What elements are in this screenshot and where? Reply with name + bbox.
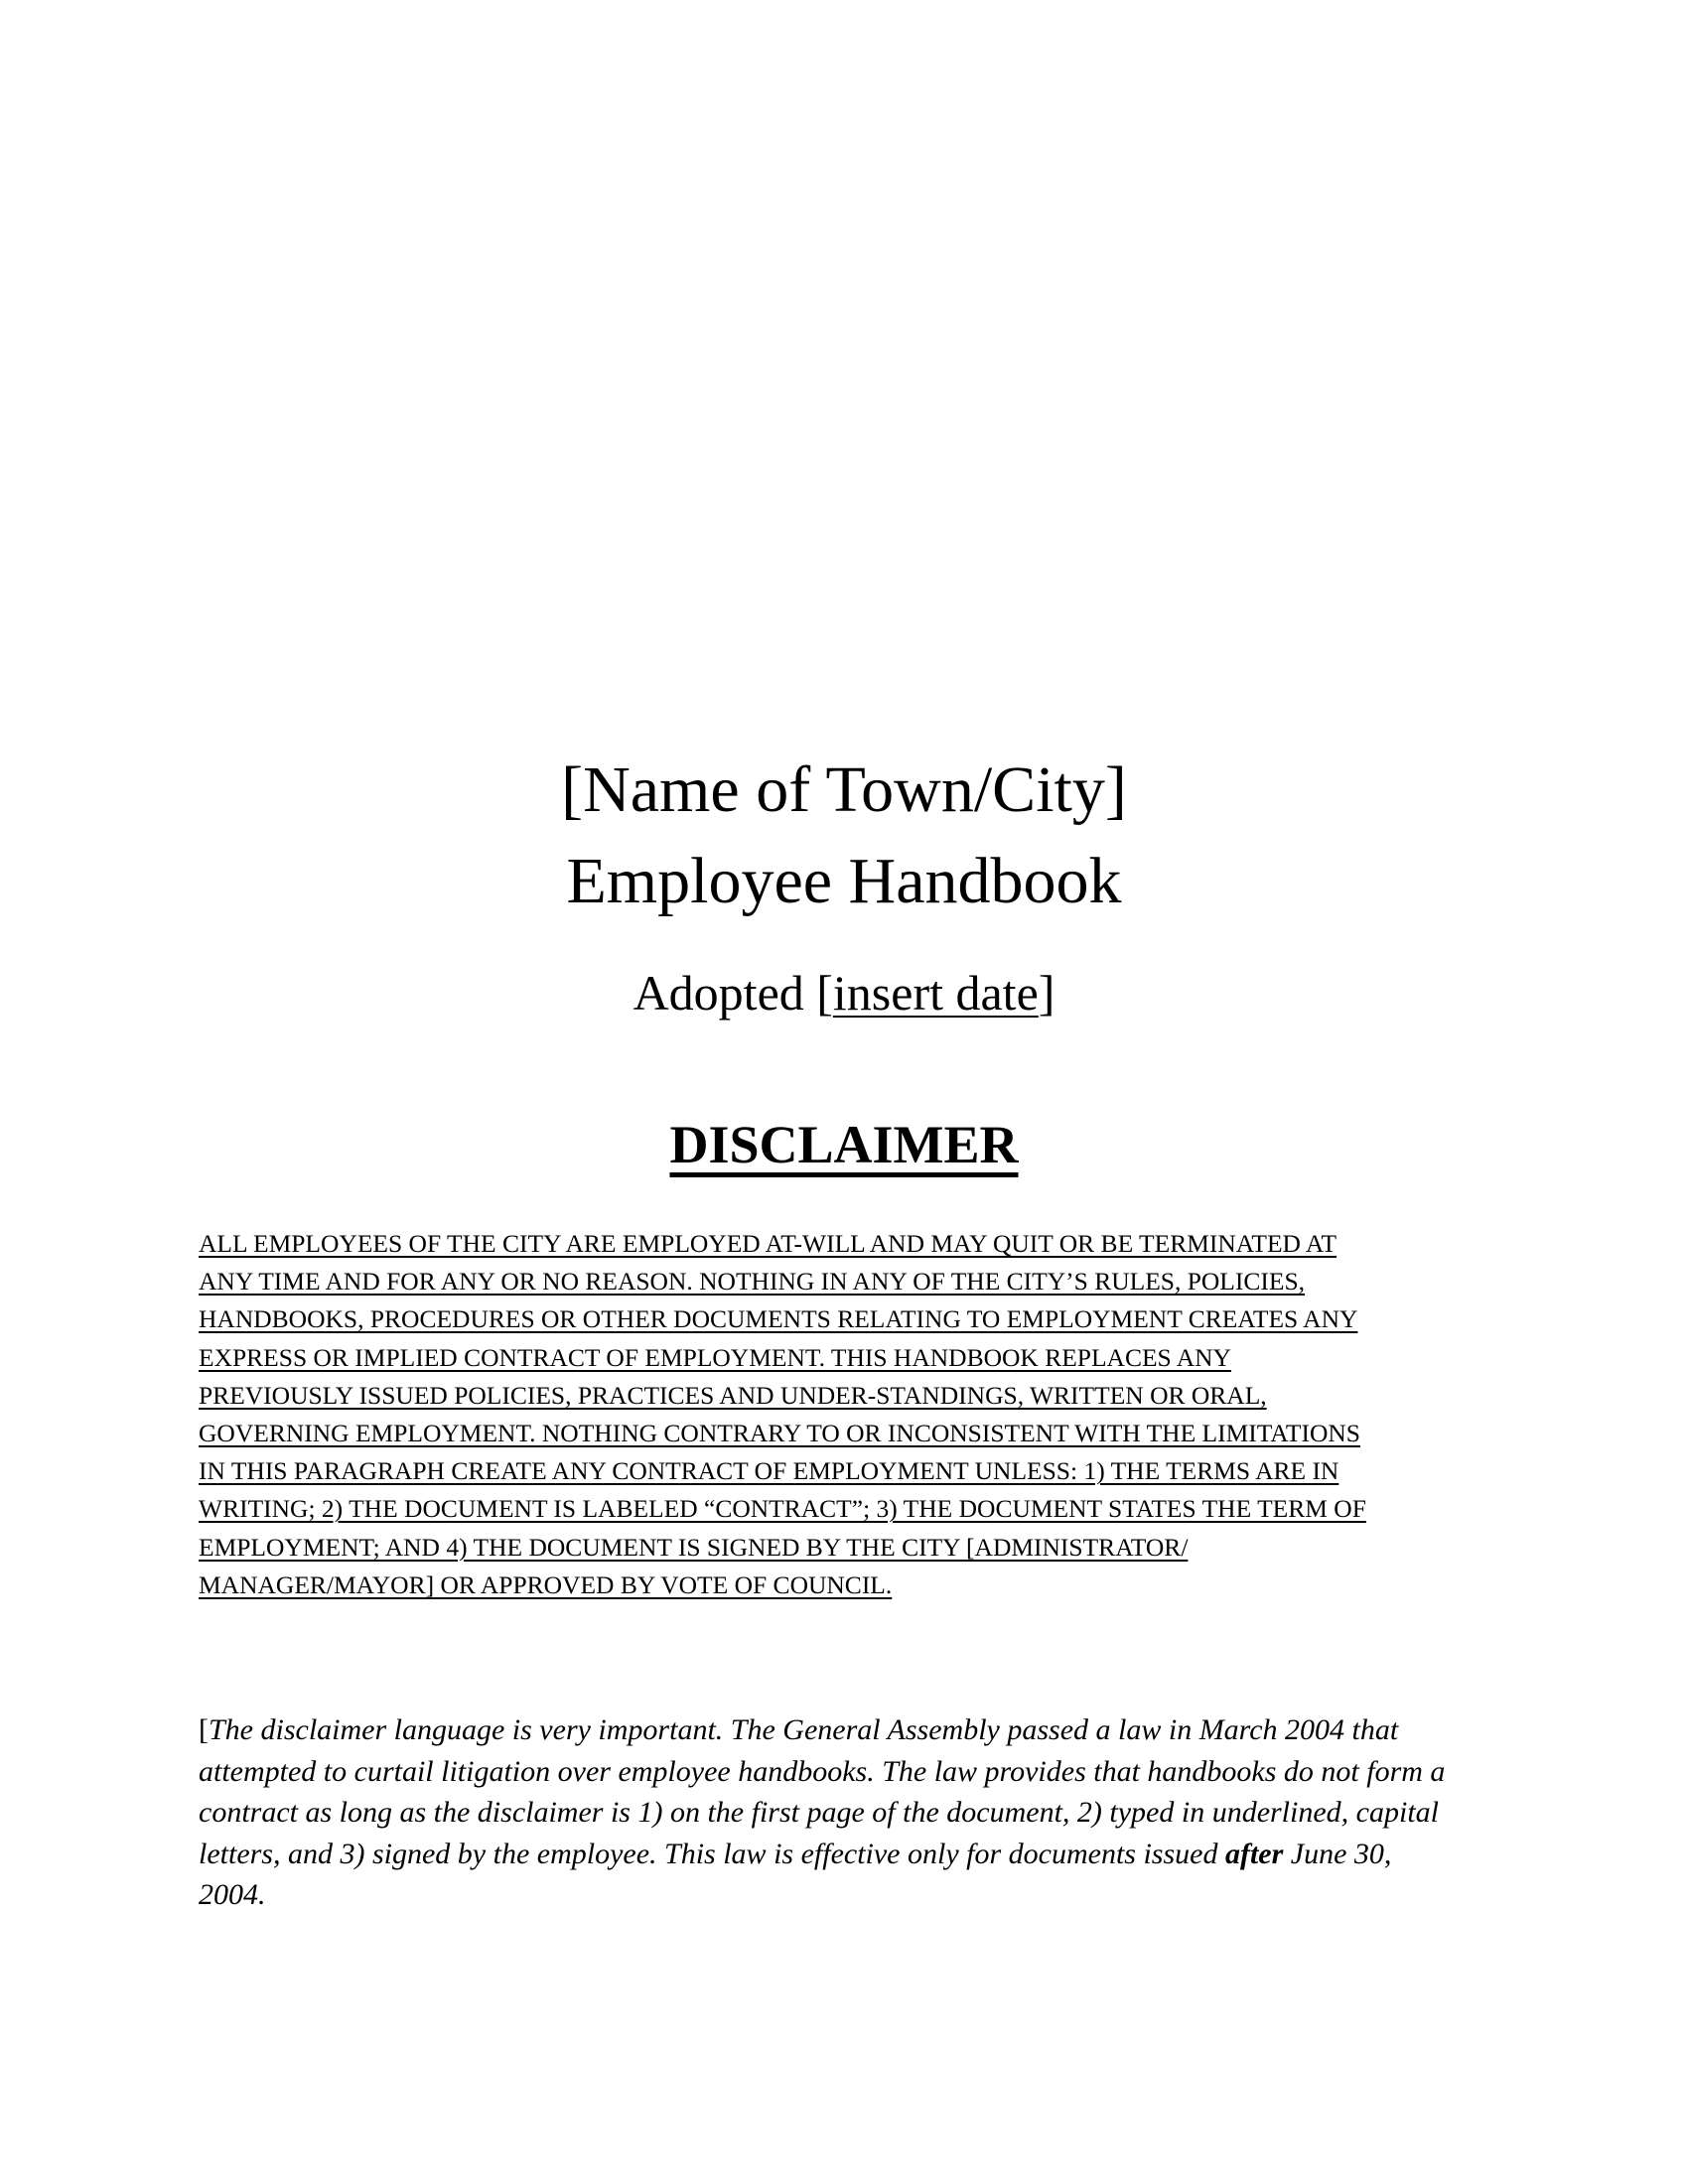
note-line: contract as long as the disclaimer is 1) on the first page of the document, 2) typed in underlined, capital: [199, 1796, 1439, 1830]
disclaimer-line: ALL EMPLOYEES OF THE CITY ARE EMPLOYED AT-WILL AND MAY QUIT OR BE TERMINATED AT: [199, 1229, 1337, 1258]
disclaimer-paragraph: [199, 1225, 1499, 1604]
disclaimer-line: PREVIOUSLY ISSUED POLICIES, PRACTICES AND UNDER-STANDINGS, WRITTEN OR ORAL,: [199, 1380, 1267, 1410]
disclaimer-line: HANDBOOKS, PROCEDURES OR OTHER DOCUMENTS RELATING TO EMPLOYMENT CREATES ANY: [199, 1304, 1358, 1334]
disclaimer-line: MANAGER/MAYOR] OR APPROVED BY VOTE OF COUNCIL.: [199, 1570, 893, 1599]
title-town-name: [Name of Town/City]: [561, 753, 1127, 826]
disclaimer-line: ANY TIME AND FOR ANY OR NO REASON. NOTHING IN ANY OF THE CITY’S RULES, POLICIES,: [199, 1267, 1306, 1297]
disclaimer-line: EMPLOYMENT; AND 4) THE DOCUMENT IS SIGNED BY THE CITY [ADMINISTRATOR/: [199, 1532, 1189, 1562]
disclaimer-line: WRITING; 2) THE DOCUMENT IS LABELED “CONTRACT”; 3) THE DOCUMENT STATES THE TERM OF: [199, 1494, 1366, 1524]
note-line: [199, 1709, 1499, 1751]
adopted-prefix: Adopted [: [633, 965, 833, 1021]
note-line: [199, 1834, 1499, 1875]
disclaimer-heading-text: DISCLAIMER: [669, 1115, 1019, 1174]
disclaimer-line: IN THIS PARAGRAPH CREATE ANY CONTRACT OF EMPLOYMENT UNLESS: 1) THE TERMS ARE IN: [199, 1456, 1339, 1486]
note-line-text: June 30,: [1283, 1837, 1392, 1870]
note-line-text: letters, and 3) signed by the employee. This law is effective only for documents issued: [199, 1837, 1225, 1870]
document-title: [0, 745, 1688, 927]
adopted-suffix: ]: [1038, 965, 1055, 1021]
note-line: 2004.: [199, 1878, 266, 1912]
adopted-date-line: [0, 961, 1688, 1024]
note-open-bracket: [: [199, 1713, 209, 1746]
disclaimer-line: GOVERNING EMPLOYMENT. NOTHING CONTRARY TO OR INCONSISTENT WITH THE LIMITATIONS: [199, 1419, 1360, 1448]
note-line: attempted to curtail litigation over employee handbooks. The law provides that handbooks do not form a: [199, 1754, 1446, 1788]
editor-note: [199, 1709, 1499, 1916]
title-handbook: Employee Handbook: [566, 845, 1122, 917]
adopted-date-placeholder: insert date: [832, 965, 1039, 1021]
disclaimer-heading: [0, 1110, 1688, 1179]
note-emphasis-after: after: [1224, 1837, 1284, 1870]
note-line-text: The disclaimer language is very important. The General Assembly passed a law in March 2004 that: [209, 1713, 1399, 1746]
disclaimer-line: EXPRESS OR IMPLIED CONTRACT OF EMPLOYMENT. THIS HANDBOOK REPLACES ANY: [199, 1342, 1231, 1372]
